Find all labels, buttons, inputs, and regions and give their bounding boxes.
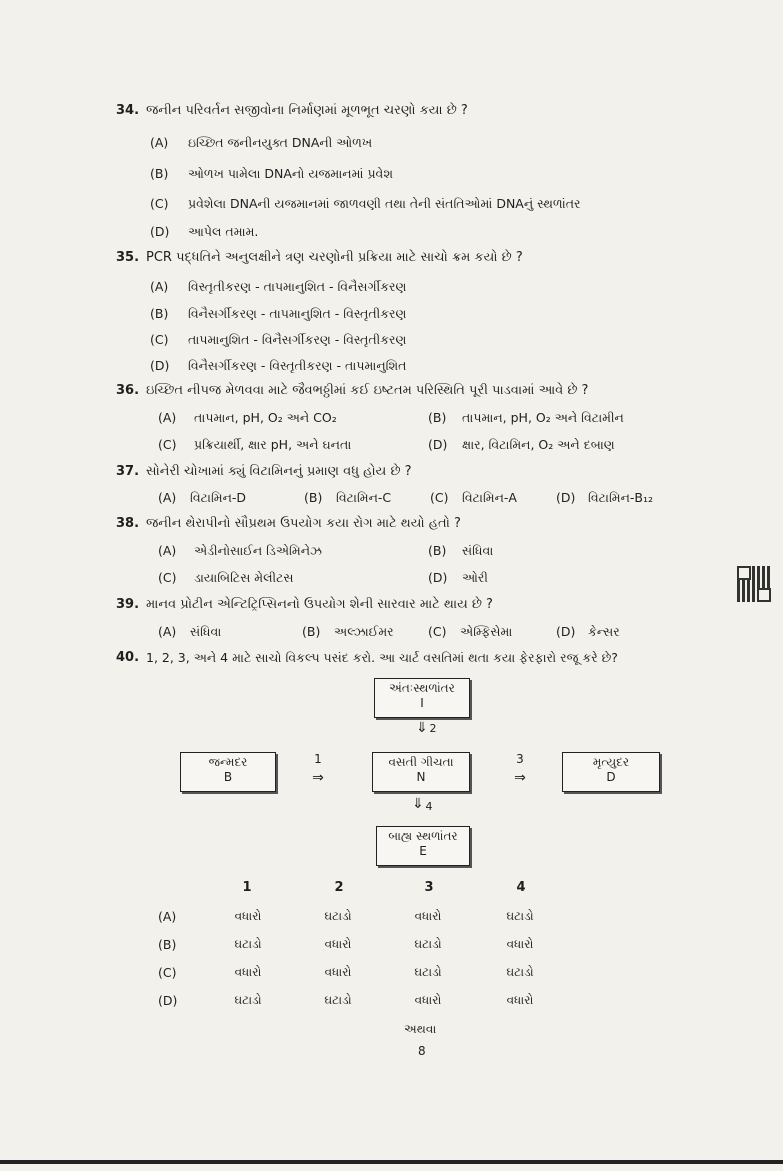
- option-text: સંધિવા: [462, 543, 494, 558]
- question-number: 36.: [116, 383, 140, 398]
- option-text: ઓળખ પામેલા DNAનો યજમાનમાં પ્રવેશ: [188, 166, 393, 181]
- question-text: જનીન થેરાપીનો સૌપ્રથમ ઉપયોગ કયા રોગ માટે થયો હતો ?: [146, 516, 461, 531]
- box-code: D: [606, 770, 616, 784]
- option-text: વિટામિન-D: [190, 490, 247, 505]
- option-label: (C): [150, 332, 169, 347]
- population-density-box: [372, 752, 470, 792]
- question-number: 39.: [116, 597, 140, 612]
- page-number: 8: [418, 1044, 426, 1058]
- table-cell: વધારો: [234, 965, 262, 979]
- option-text: વિનૈસર્ગીકરણ - વિસ્તૃતીકરણ - તાપમાનુશિત: [188, 358, 407, 373]
- option-text: અલ્ઝાઈમર: [334, 624, 394, 639]
- question-text: 1, 2, 3, અને 4 માટે સાચો વિકલ્પ પસંદ કરો. આ ચાર્ટ વસતિમાં થતા કયા ફેરફારો રજૂ કરે છે?: [146, 650, 618, 665]
- option-text: ઓરી: [462, 570, 488, 585]
- option-label: (A): [158, 410, 177, 425]
- option-text: તાપમાન, pH, O₂ અને વિટામીન: [462, 410, 624, 425]
- question-number: 38.: [116, 516, 140, 531]
- down-arrow-icon: ⇓: [416, 720, 428, 736]
- question-number: 34.: [116, 103, 140, 118]
- option-text: સંધિવા: [190, 624, 222, 639]
- table-cell: વધારો: [414, 993, 442, 1007]
- table-cell: ઘટાડો: [506, 909, 534, 923]
- option-label: (D): [428, 570, 448, 585]
- option-text: વિટામિન-C: [336, 490, 392, 505]
- bottom-border: [0, 1160, 783, 1164]
- option-text: વિટામિન-B₁₂: [588, 490, 654, 505]
- table-row-label: (D): [158, 993, 178, 1008]
- table-cell: ઘટાડો: [414, 937, 442, 951]
- option-label: (D): [150, 224, 170, 239]
- option-label: (A): [158, 543, 177, 558]
- option-text: કેન્સર: [588, 624, 620, 639]
- option-text: ઇચ્છિત જનીનયુક્ત DNAની ઓળખ: [188, 135, 373, 150]
- option-label: (A): [158, 624, 177, 639]
- question-text: PCR પદ્ધતિને અનુલક્ષીને ત્રણ ચરણોની પ્રક્રિયા માટે સાચો ક્રમ કયો છે ?: [146, 250, 523, 265]
- table-cell: ઘટાડો: [234, 937, 262, 951]
- option-text: આપેલ તમામ.: [188, 224, 259, 239]
- option-text: વિનૈસર્ગીકરણ - તાપમાનુશિત - વિસ્તૃતીકરણ: [188, 306, 407, 321]
- question-text: સોનેરી ચોખામાં ક્યું વિટામિનનું પ્રમાણ વધુ હોય છે ?: [146, 464, 412, 479]
- option-label: (A): [150, 279, 169, 294]
- question-number: 35.: [116, 250, 140, 265]
- or-text: અથવા: [404, 1022, 437, 1036]
- option-text: એડીનોસાઈન ડિએમિનેઝ: [194, 543, 322, 558]
- option-text: તાપમાનુશિત - વિનૈસર્ગીકરણ - વિસ્તૃતીકરણ: [188, 332, 407, 347]
- birth-rate-box: [180, 752, 276, 792]
- box-label: અંતઃસ્થળાંતર: [389, 681, 455, 695]
- option-text: પ્રવેશેલા DNAની યજમાનમાં જાળવણી તથા તેની સંતતિઓમાં DNAનું સ્થળાંતર: [188, 196, 581, 211]
- option-label: (A): [158, 490, 177, 505]
- down-arrow-icon: ⇓: [412, 796, 424, 812]
- arrow-number: 4: [425, 800, 433, 813]
- option-text: વિસ્તૃતીકરણ - તાપમાનુશિત - વિનૈસર્ગીકરણ: [188, 279, 407, 294]
- table-cell: વધારો: [414, 909, 442, 923]
- option-text: વિટામિન-A: [462, 490, 517, 505]
- option-text: એમ્ફિસેમા: [460, 624, 513, 639]
- option-label: (C): [150, 196, 169, 211]
- box-label: બાહ્ય સ્થળાંતર: [388, 829, 458, 843]
- option-label: (B): [428, 543, 447, 558]
- table-cell: વધારો: [506, 937, 534, 951]
- table-cell: વધારો: [506, 993, 534, 1007]
- question-text: માનવ પ્રોટીન એન્ટિટ્રિપ્સિનનો ઉપયોગ શેની સારવાર માટે થાય છે ?: [146, 597, 493, 612]
- table-cell: વધારો: [324, 937, 352, 951]
- box-code: I: [420, 696, 424, 710]
- option-label: (D): [428, 437, 448, 452]
- table-cell: ઘટાડો: [506, 965, 534, 979]
- table-header: 3: [424, 880, 434, 895]
- option-text: તાપમાન, pH, O₂ અને CO₂: [194, 410, 337, 425]
- option-label: (D): [150, 358, 170, 373]
- emigration-box: [376, 826, 470, 866]
- table-row-label: (A): [158, 909, 177, 924]
- option-label: (C): [158, 570, 177, 585]
- option-label: (C): [158, 437, 177, 452]
- option-text: ડાયાબિટિસ મેલીટસ: [194, 570, 294, 585]
- option-label: (D): [556, 490, 576, 505]
- option-label: (B): [304, 490, 323, 505]
- table-cell: વધારો: [324, 965, 352, 979]
- qr-code-icon: [737, 566, 771, 602]
- option-text: પ્રક્રિયાર્થી, ક્ષાર pH, અને ઘનતા: [194, 437, 352, 452]
- question-text: જનીન પરિવર્તન સજીવોના નિર્માણમાં મૂળભૂત ચરણો કયા છે ?: [146, 103, 468, 118]
- question-number: 40.: [116, 650, 140, 665]
- table-cell: ઘટાડો: [414, 965, 442, 979]
- table-header: 4: [516, 880, 526, 895]
- arrow-number: 3: [516, 752, 524, 766]
- option-text: ક્ષાર, વિટામિન, O₂ અને દબાણ: [462, 437, 615, 452]
- box-code: B: [223, 770, 233, 784]
- box-code: N: [416, 770, 426, 784]
- immigration-box: [374, 678, 470, 718]
- table-cell: વધારો: [234, 909, 262, 923]
- table-header: 1: [242, 880, 252, 895]
- box-code: E: [419, 844, 427, 858]
- option-label: (A): [150, 135, 169, 150]
- right-arrow-icon: ⇒: [514, 770, 526, 786]
- table-cell: ઘટાડો: [324, 909, 352, 923]
- table-cell: ઘટાડો: [324, 993, 352, 1007]
- option-label: (C): [428, 624, 447, 639]
- question-number: 37.: [116, 464, 140, 479]
- option-label: (B): [150, 166, 169, 181]
- option-label: (C): [430, 490, 449, 505]
- arrow-number: 1: [314, 752, 322, 766]
- table-header: 2: [334, 880, 344, 895]
- right-arrow-icon: ⇒: [312, 770, 324, 786]
- box-label: જન્મદર: [208, 755, 248, 769]
- table-cell: ઘટાડો: [234, 993, 262, 1007]
- table-row-label: (C): [158, 965, 177, 980]
- arrow-number: 2: [429, 722, 437, 735]
- question-text: ઇચ્છિત નીપજ મેળવવા માટે જૈવભઠ્ઠીમાં કઈ ઇષ્ટતમ પરિસ્થિતિ પૂરી પાડવામાં આવે છે ?: [146, 383, 589, 398]
- option-label: (B): [302, 624, 321, 639]
- box-label: વસતી ગીચતા: [388, 755, 454, 769]
- option-label: (D): [556, 624, 576, 639]
- death-rate-box: [562, 752, 660, 792]
- option-label: (B): [150, 306, 169, 321]
- box-label: મૃત્યુદર: [592, 755, 630, 769]
- table-row-label: (B): [158, 937, 177, 952]
- option-label: (B): [428, 410, 447, 425]
